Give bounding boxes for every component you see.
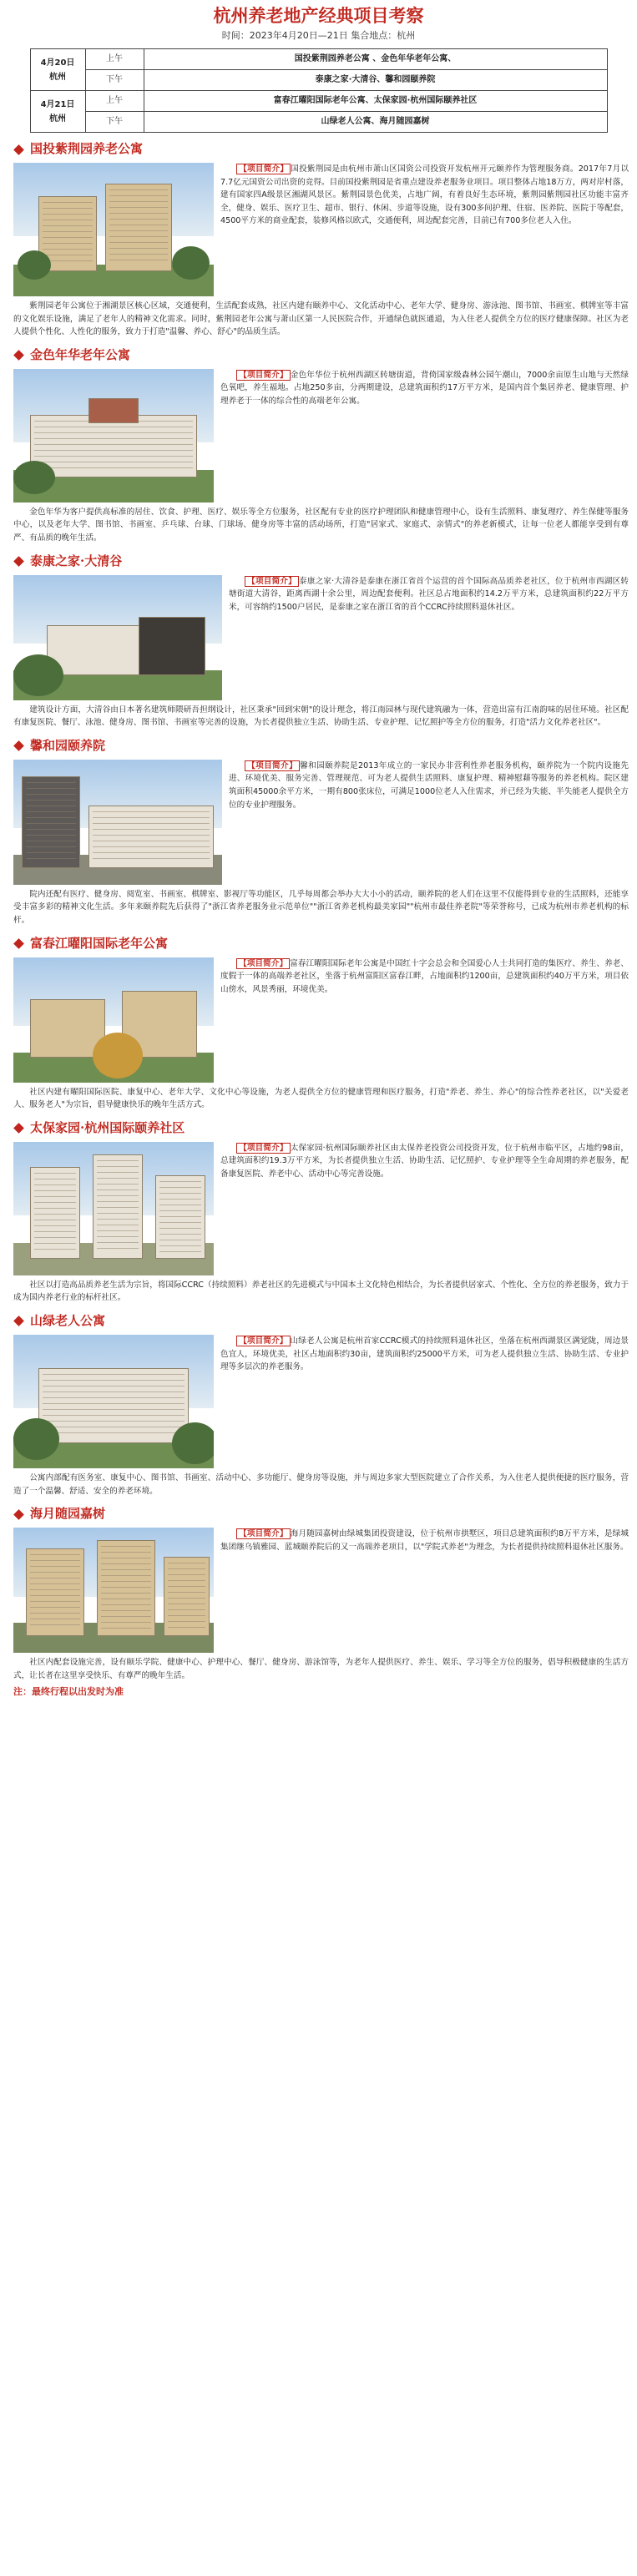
project-block bbox=[13, 957, 629, 1086]
project-block bbox=[13, 575, 629, 704]
project-intro-text: 海月随园嘉树由绿城集团投资建设，位于杭州市拱墅区，项目总建筑面积约8万平方米，是绿城集团继乌镇雅园、蓝城颐养院后的又一高端养老项目，以"学院式养老"为理念，为长者提供持续照料退休社区服务。 bbox=[220, 1529, 629, 1552]
project-block bbox=[13, 163, 629, 300]
project-block bbox=[13, 1142, 629, 1279]
project-block bbox=[13, 369, 629, 506]
section-title-text: 海月随园嘉树 bbox=[30, 1506, 106, 1522]
schedule-activity: 富春江曜阳国际老年公寓、太保家园·杭州国际颐养社区 bbox=[144, 91, 607, 112]
schedule-day: 4月21日 杭州 bbox=[30, 91, 85, 133]
diamond-icon bbox=[13, 1123, 24, 1134]
section-title bbox=[15, 935, 632, 953]
section-title-text: 馨和园颐养院 bbox=[30, 737, 106, 753]
section-title bbox=[15, 1119, 632, 1138]
project-intro-text: 山绿老人公寓是杭州首家CCRC模式的持续照料退休社区，坐落在杭州西湖景区满觉陇，周边景色宜人，环境优美，社区占地面积约30亩，建筑面积约25000平方米，可为老人提供独立生活、协助生活、专业护理等多层次的养老服务。 bbox=[220, 1336, 629, 1372]
project-tag: 【项目简介】 bbox=[236, 164, 291, 174]
project-intro-text: 馨和园颐养院是2013年成立的一家民办非营利性养老服务机构，颐养院为一个院内设施先进、环境优美、服务完善、管理规范、可为老人提供生活照料、康复护理、精神慰藉等服务的养老机构。院区建筑面积45000余平方米，一期有800张床位，可满足1000位老人入住需求，并已经为失能、半失能老人提供全方位的专业护理服务。 bbox=[229, 760, 629, 810]
schedule-row bbox=[30, 91, 607, 112]
project-intro-text: 富春江曜阳国际老年公寓是中国红十字会总会和全国爱心人士共同打造的集医疗、养生、养老、度假于一体的高端养老社区，坐落于杭州富阳区富春江畔，占地面积约1200亩，总建筑面积约40万平方米，项目依山傍水，风景秀丽，环境优美。 bbox=[220, 958, 629, 994]
project-body: 院内还配有医疗、健身房、阅览室、书画室、棋牌室、影视厅等功能区，几乎每周都会举办大大小小的活动，颐养院的老人们在这里不仅能得到专业的生活照料，还能享受丰富多彩的精神文化生活。多年来颐养院先后获得了"浙江省养老服务业示范单位""浙江省养老机构最美家园""杭州市最佳养老院"等荣誉称号，已成为杭州市养老机构的标杆。 bbox=[13, 889, 629, 925]
schedule-half: 下午 bbox=[85, 70, 144, 91]
project-body: 金色年华为客户提供高标准的居住、饮食、护理、医疗、娱乐等全方位服务，社区配有专业的医疗护理团队和健康管理中心，设有生活照料、康复理疗、养生保健等服务中心，以及老年大学、图书馆、书画室、乒乓球、台球、门球场、健身房等丰富的活动场所，打造"居家式、家庭式、亲情式"的养老新模式，让每一位老人都能享受到有尊严、有品质的晚年生活。 bbox=[13, 507, 629, 543]
project-photo bbox=[13, 1335, 214, 1468]
project-intro-text: 国投紫荆园是由杭州市萧山区国资公司投资开发杭州开元颐养作为管理服务商。2017年7月以7.7亿元国资公司出资的竞得。目前国投紫荆园是省重点建设养老服务业项目。项目整体占地18万方，两对岸村落，建有国家四A级景区湘湖风景区。紫荆园景色优美，占地广阔，有着良好生态环境，紫荆园紫荆园社区功能丰富齐全，健身、娱乐、医疗卫生、超市、银行、休闲、步道等设施，设有300多间护理、住宿、医养院、医院于等配套，4500平方米的商业配套，装修风格以欧式，交通便利，周边配套完善，目前已有700多位老人入住。 bbox=[220, 164, 629, 226]
project-body: 社区内建有曜阳国际医院、康复中心、老年大学、文化中心等设施，为老人提供全方位的健康管理和医疗服务，打造"养老、养生、养心"的综合性养老社区，以"关爱老人、服务老人"为宗旨，倡导健康快乐的晚年生活方式。 bbox=[13, 1087, 629, 1110]
footer-note: 注：最终行程以出发时为准 bbox=[13, 1686, 124, 1698]
section-title bbox=[15, 1505, 632, 1523]
section-title-text: 山绿老人公寓 bbox=[30, 1313, 106, 1329]
schedule-row bbox=[30, 49, 607, 70]
section-title-text: 泰康之家·大清谷 bbox=[30, 553, 123, 568]
section-title bbox=[15, 346, 632, 365]
schedule-activity: 国投紫荆园养老公寓 、金色年华老年公寓、 bbox=[144, 49, 607, 70]
schedule-day: 4月20日 杭州 bbox=[30, 49, 85, 91]
diamond-icon bbox=[13, 938, 24, 949]
section-title bbox=[15, 1312, 632, 1331]
schedule-row bbox=[30, 70, 607, 91]
project-tag: 【项目简介】 bbox=[236, 1143, 291, 1154]
project-tag: 【项目简介】 bbox=[245, 760, 300, 771]
diamond-icon bbox=[13, 1509, 24, 1520]
schedule-half: 下午 bbox=[85, 112, 144, 133]
diamond-icon bbox=[13, 144, 24, 155]
diamond-icon bbox=[13, 556, 24, 567]
schedule-half: 上午 bbox=[85, 49, 144, 70]
diamond-icon bbox=[13, 1316, 24, 1327]
schedule-table bbox=[30, 48, 608, 133]
schedule-activity: 山绿老人公寓、海月随园嘉树 bbox=[144, 112, 607, 133]
section-title bbox=[15, 553, 632, 571]
section-title-text: 金色年华老年公寓 bbox=[30, 346, 131, 362]
project-body: 紫荆园老年公寓位于湘湖景区核心区域，交通便利，生活配套成熟，社区内建有颐养中心、文化活动中心、老年大学、健身房、游泳池、图书馆、书画室、棋牌室等丰富的文化娱乐设施，满足了老年人的精神文化需求。同时，紫荆园老年公寓与萧山区第一人民医院合作，开通绿色就医通道，为入住老人提供全方位的医疗健康保障。社区为老人提供个性化、人性化的服务，致力于打造"温馨、养心、舒心"的品质生活。 bbox=[13, 301, 629, 337]
project-block bbox=[13, 1335, 629, 1472]
project-body: 社区内配套设施完善，设有颐乐学院、健康中心、护理中心、餐厅、健身房、游泳馆等，为老年人提供医疗、养生、娱乐、学习等全方位的服务，倡导积极健康的生活方式，让长者在这里享受快乐、有尊严的晚年生活。 bbox=[13, 1658, 629, 1680]
diamond-icon bbox=[13, 740, 24, 751]
section-title-text: 太保家园·杭州国际颐养社区 bbox=[30, 1119, 185, 1135]
project-photo bbox=[13, 575, 222, 700]
project-body: 建筑设计方面，大清谷由日本著名建筑师隈研吾担纲设计，社区秉承"回到宋朝"的设计理念，将江南园林与现代建筑融为一体，营造出富有江南韵味的居住环境。社区配有康复医院、餐厅、泳池、健身房、图书馆、书画室等完善的设施，为长者提供独立生活、协助生活、专业护理、记忆照护等全方位的服务，打造"活力文化养老社区"。 bbox=[13, 705, 629, 728]
section-title-text: 富春江曜阳国际老年公寓 bbox=[30, 935, 169, 951]
project-block bbox=[13, 1528, 629, 1656]
section-title bbox=[15, 737, 632, 755]
section-title-text: 国投紫荆园养老公寓 bbox=[30, 141, 144, 157]
project-tag: 【项目简介】 bbox=[236, 958, 290, 969]
page-title: 杭州养老地产经典项目考察 bbox=[213, 5, 424, 26]
project-photo bbox=[13, 163, 214, 296]
schedule-activity: 泰康之家·大清谷、馨和园颐养院 bbox=[144, 70, 607, 91]
page-subtitle: 时间：2023年4月20日—21日 集合地点：杭州 bbox=[221, 30, 416, 41]
project-photo bbox=[13, 957, 214, 1083]
project-body: 社区以打造高品质养老生活为宗旨，将国际CCRC（持续照料）养老社区的先进模式与中国本土文化特色相结合，为长者提供居家式、个性化、全方位的养老服务，致力于成为国内养老行业的标杆社区。 bbox=[13, 1280, 629, 1303]
diamond-icon bbox=[13, 350, 24, 361]
project-photo bbox=[13, 369, 214, 503]
project-tag: 【项目简介】 bbox=[236, 370, 291, 381]
project-block bbox=[13, 760, 629, 888]
project-intro-text: 金色年华位于杭州西湖区转塘街道，背倚国家级森林公园午潮山，7000余亩原生山地与天然绿色氧吧，养生福地。占地250多亩，分两期建设，总建筑面积约17万平方米，是国内首个集居养老、健康管理、护理养老于一体的综合性的高端老年公寓。 bbox=[220, 370, 629, 406]
project-body: 公寓内部配有医务室、康复中心、图书馆、书画室、活动中心、多功能厅、健身房等设施，并与周边多家大型医院建立了合作关系，为入住老人提供便捷的医疗服务，营造了一个温馨、舒适、安全的养老环境。 bbox=[13, 1472, 629, 1496]
project-photo bbox=[13, 1528, 214, 1653]
project-photo bbox=[13, 1142, 214, 1275]
project-intro-text: 泰康之家·大清谷是泰康在浙江省首个运营的首个国际高品质养老社区，位于杭州市西湖区转塘街道大清谷，距离西湖十余公里，周边配套便利。社区总占地面积约14.2万平方米，总建筑面积约22万平方米，可容纳约1500户居民，是泰康之家在浙江省的首个CCRC持续照料退休社区。 bbox=[229, 576, 629, 612]
project-tag: 【项目简介】 bbox=[236, 1528, 290, 1539]
project-tag: 【项目简介】 bbox=[236, 1336, 290, 1346]
project-tag: 【项目简介】 bbox=[245, 576, 299, 587]
project-intro-text: 太保家园·杭州国际颐养社区由太保养老投资公司投资开发，位于杭州市临平区，占地约98亩，总建筑面积约19.3万平方米，为长者提供独立生活、协助生活、记忆照护、专业护理等全生命周期的养老服务，配备康复医院、养老中心、活动中心等完善设施。 bbox=[220, 1143, 629, 1179]
section-title bbox=[15, 140, 632, 159]
schedule-row bbox=[30, 112, 607, 133]
schedule-half: 上午 bbox=[85, 91, 144, 112]
project-photo bbox=[13, 760, 222, 885]
